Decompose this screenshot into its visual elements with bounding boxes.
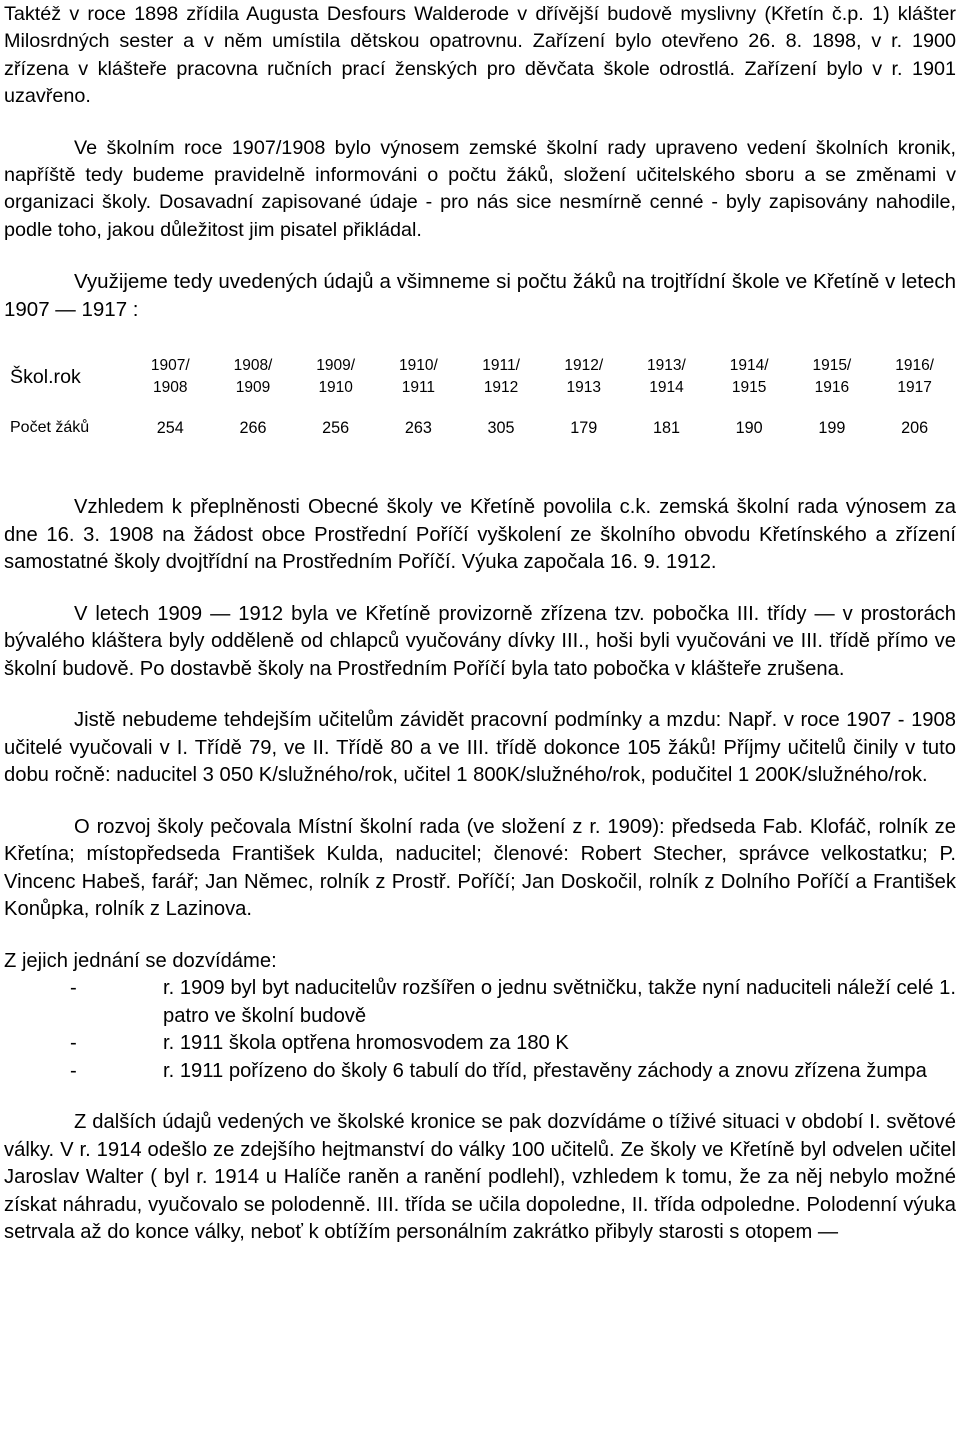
dash-marker: - <box>70 1059 77 1082</box>
school-year-cell: 1915/ 1916 <box>812 357 852 397</box>
list-item-text: r. 1909 byl byt naducitelův rozšířen o jednu světničku, takže nyní naducitelі náleží celé 1. patro ve školní budově <box>163 977 956 1027</box>
school-year-cell: 1912/ 1913 <box>564 357 604 397</box>
pupil-count-label: Počet žáků <box>10 419 90 437</box>
pupil-count-cell: 256 <box>322 419 350 438</box>
pupil-count-cell: 179 <box>570 419 598 438</box>
paragraph-klaster: Taktéž v roce 1898 zřídila Augusta Desfours Walderode v dřívější budově myslivny (Křetín č.p. 1) klášter Milosrdných sester a v něm umístila dětskou opatrovnu. Zařízení bylo otevřeno 26. 8. 1898, v r. 1900 zřízena v klášteře pracovna ručních prací ženských pro děvčata škole odrostlá. Zařízení bylo v r. 1901 uzavřeno. <box>4 3 956 108</box>
meeting-notes-list <box>4 975 956 1085</box>
list-item <box>4 1058 956 1086</box>
table-row-pupil-count <box>4 405 956 451</box>
pupil-count-cell: 305 <box>487 419 515 438</box>
pupil-count-cell: 263 <box>404 419 432 438</box>
paragraph-skolni-rada: O rozvoj školy pečovala Místní školní rada (ve složení z r. 1909): předseda Fab. Klofáč, rolník ze Křetína; místopředseda František Kulda, naducitel; členové: Robert Stecher, správce velkostatku; P. Vincenc Habeš, farář; Jan Němec, rolník z Prostř. Poříčí; Jan Doskočil, rolník z Dolního Poříčí a František Konůpka, rolník z Lazinova. <box>4 815 956 921</box>
school-year-cell: 1908/ 1909 <box>233 357 273 397</box>
paragraph-table-intro: Využijeme tedy uvedených údajů a všimneme si počtu žáků na trojtřídní škole ve Křetíně v letech 1907 — 1917 : <box>4 270 956 321</box>
pupil-count-cell: 206 <box>901 419 929 438</box>
school-year-cell: 1914/ 1915 <box>729 357 769 397</box>
dash-marker: - <box>70 977 77 1000</box>
list-item <box>4 1030 956 1058</box>
table-row-school-year <box>4 349 956 405</box>
dash-marker: - <box>70 1032 77 1055</box>
pupil-count-cell: 199 <box>818 419 846 438</box>
list-item-text: r. 1911 pořízeno do školy 6 tabulí do tříd, přestavěny záchody a znovu zřízena žumpa <box>163 1059 927 1082</box>
school-year-cell: 1913/ 1914 <box>647 357 686 397</box>
paragraph-ucitele: Jistě nebudeme tehdejším učitelům závidět pracovní podmínky a mzdu: Např. v roce 1907 - 1908 učitelé vyučovali v I. Třídě 79, ve II. Třídě 80 a ve III. třídě dokonce 105 žáků! Příjmy učitelů činily v tuto dobu ročně: naducitel 3 050 K/služného/rok, učitel 1 800K/služného/rok, podučitel 1 200K/služného/rok. <box>4 709 956 787</box>
school-year-cell: 1909/ 1910 <box>316 357 356 397</box>
pupil-count-cell: 254 <box>156 419 184 438</box>
paragraph-valka: Z dalších údajů vedených ve školské kronice se pak dozvídáme o tíživé situaci v období I. světové války. V r. 1914 odešlo ze zdejšího hejtmanství do války 100 učitelů. Ze školy ve Křetíně byl odvelen učitel Jaroslav Walter ( byl r. 1914 u Halíče raněn a ranění podlehl), vzhledem k tomu, že za něj nebylo možné získat náhradu, vyučovalo se polodenně. III. třída se učila dopoledne, II. třída odpoledne. Polodenní výuka setrvala až do konce války, neboť k obtížím personálním zakrátko přibyly starosti s otopem — <box>4 1111 956 1244</box>
school-year-cell: 1910/ 1911 <box>398 357 438 397</box>
school-year-cell: 1916/ 1917 <box>895 357 934 397</box>
list-item-text: r. 1911 škola optřena hromosvodem za 180 K <box>163 1032 569 1055</box>
list-item <box>4 975 956 1030</box>
document-page <box>4 0 956 1247</box>
school-year-label: Škol.rok <box>10 366 81 389</box>
pupil-count-cell: 181 <box>652 419 680 438</box>
pupil-count-cell: 266 <box>239 419 267 438</box>
paragraph-pobocka: V letech 1909 — 1912 byla ve Křetíně provizorně zřízena tzv. pobočka III. třídy — v prostorách bývalého kláštera byly odděleně od chlapců vyučovány dívky III., hoši byli vyučováni ve III. třídě přímo ve školní budově. Po dostavbě školy na Prostředním Poříčí byla tato pobočka v klášteře zrušena. <box>4 602 956 680</box>
paragraph-kroniky: Ve školním roce 1907/1908 bylo výnosem zemské školní rady upraveno vedení školních kronik, napříště tedy budeme pravidelně informováni o počtu žáků, složení učitelského sboru a se změnami v organizaci školy. Dosavadní zapisované údaje - pro nás sice nesmírně cenné - byly zapisovány nahodile, podle toho, jakou důležitost jim pisatel přikládal. <box>4 136 956 241</box>
school-year-cell: 1911/ 1912 <box>482 357 520 397</box>
paragraph-poricí-school: Vzhledem k přeplněnosti Obecné školy ve Křetíně povolila c.k. zemská školní rada výnosem za dne 16. 3. 1908 na žádost obce Prostřední Poříčí vyškolení ze školního obvodu Křetínského a zřízení samostatné školy dvojtřídní na Prostředním Poříčí. Výuka započala 16. 9. 1912. <box>4 496 956 574</box>
school-year-cell: 1907/ 1908 <box>150 357 190 397</box>
list-heading: Z jejich jednání se dozvídáme: <box>4 949 277 972</box>
pupil-count-cell: 190 <box>735 419 763 438</box>
pupil-count-table <box>4 349 956 451</box>
